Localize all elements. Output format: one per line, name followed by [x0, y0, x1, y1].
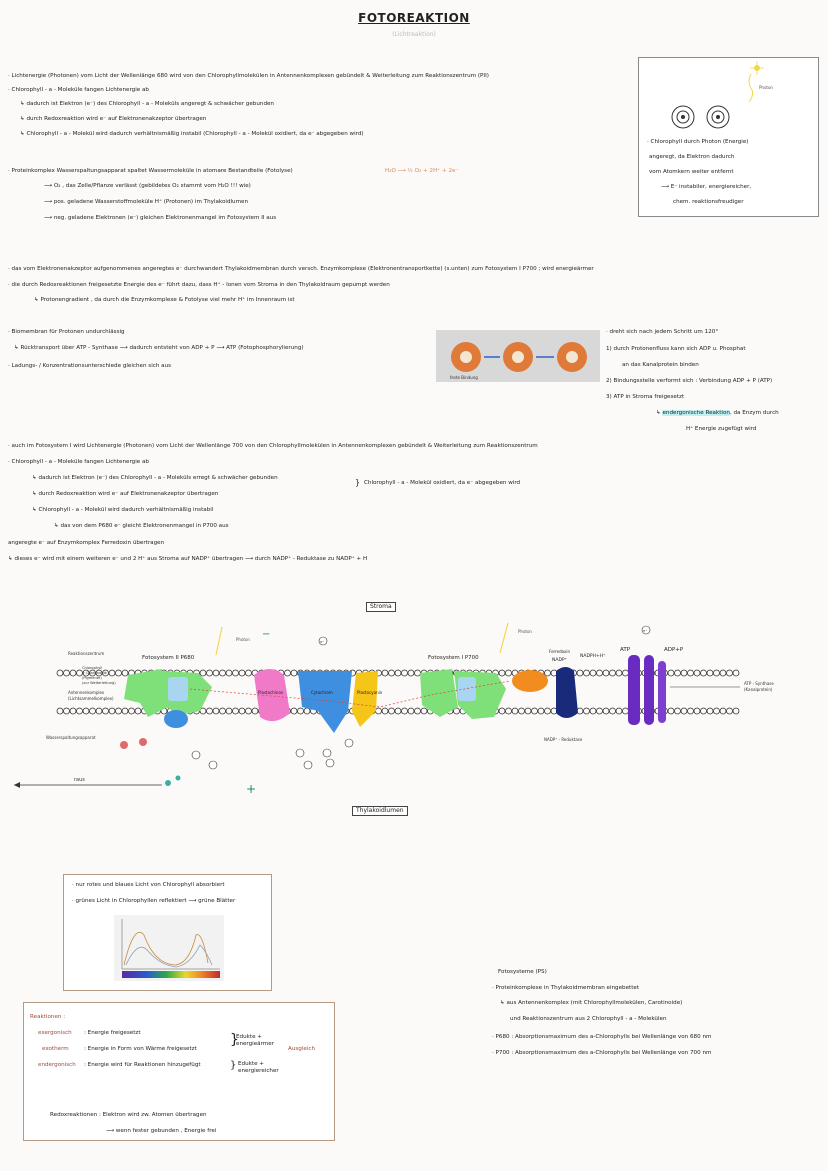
photon-box-line-2: angeregt, da Elektron dadurch [649, 154, 735, 160]
exergonisch-desc: : Energie freigesetzt [84, 1030, 141, 1036]
atp-synthase [628, 655, 666, 725]
stroma-label: Stroma [366, 602, 396, 612]
atom-diagram [639, 58, 818, 138]
reaktionen-box [23, 1002, 335, 1141]
redox-line-1: Redoxreaktionen : Elektron wird zw. Atomen übertragen [50, 1112, 207, 1118]
sun-icon [750, 61, 764, 75]
endergonisch-label: endergonisch [38, 1062, 76, 1068]
atom-excited-state [707, 106, 729, 128]
exotherm-desc: : Energie in Form von Wärme freigesetzt [84, 1046, 197, 1052]
atom-ground-state [672, 106, 694, 128]
brace-2: } [230, 1060, 237, 1071]
atp-line-3: · Ladungs- / Konzentrationsunterschiede gleichen sich aus [8, 363, 172, 369]
ps1-label: Fotosystem I P700 [428, 655, 479, 661]
carotinoide-caption: + Carotinoide [82, 671, 107, 675]
oxygen-molecules [120, 738, 181, 786]
edukte-2b: energiereicher [238, 1068, 279, 1074]
cytochrom-label: Cytochrom [311, 690, 333, 695]
fotosysteme-line-1: · Proteinkomplexe in Thylakoidmembran eingebettet [492, 985, 640, 991]
nadp-reduktase [556, 667, 578, 718]
spectrum-line-2: · grünes Licht in Chlorophyllen reflektiert ⟶ grüne Blätter [72, 898, 236, 904]
atp-right-2: 1) durch Protonenfluss kann sich ADP u. Phosphat [606, 346, 746, 352]
atp-line-1: · Biomembran für Protonen undurchlässig [8, 329, 125, 335]
atp-right-7: H⁺ Energie zugefügt wird [686, 426, 757, 432]
atp-right-4: 2) Bindungsstelle verformt sich : Verbindung ADP + P (ATP) [606, 378, 773, 384]
atp-line-2: ↳ Rücktransport über ATP - Synthase ⟶ dadurch entsteht von ADP + P ⟶ ATP (Fotophosphorylierung) [14, 345, 304, 351]
photon-caption-ps1: Photon [518, 629, 532, 634]
atp-label: ATP [620, 647, 631, 653]
atp-synthase-photo [436, 330, 600, 382]
exotherm-label: exotherm [42, 1046, 69, 1052]
hplus-label-1: H⁺ [320, 640, 324, 644]
raus-label: raus [74, 777, 85, 783]
atp-image-label: feste Bindung [450, 375, 478, 380]
ausgleich-label: Ausgleich [288, 1046, 316, 1052]
atp-right-6: ↳ endergonische Reaktion, da Enzym durch [656, 410, 779, 416]
ps1-line-1: · auch im Fotosystem I wird Lichtenergie (Photonen) vom Licht der Wellenlänge 700 von den Chlorophyllmolekülen in Antennenkomplexen gebündelt & Weiterleitung zum Reaktionszentrum [8, 443, 538, 449]
photon-box-line-5: chem. reaktionsfreudiger [673, 199, 744, 205]
ps1-line-3: ↳ dadurch ist Elektron (e⁻) des Chlorophyll - a - Moleküls erregt & schwächer gebunden [32, 475, 278, 481]
intro-line-7: ⟶ O₂ , das Zelle/Pflanze verlässt (gebildetes O₂ stammt vom H₂O !!! wie) [44, 183, 251, 189]
photon-box-line-1: · Chlorophyll durch Photon (Energie) [647, 139, 749, 145]
photon-ray-ps1 [500, 623, 508, 653]
antenne-caption: Antennenkomplex [68, 690, 105, 695]
page-title: FOTOREAKTION [358, 11, 470, 25]
transport-line-3: ↳ Protonengradient , da durch die Enzymkomplexe & Fotolyse viel mehr H⁺ im Innenraum ist [34, 297, 295, 303]
cytochrom [298, 671, 352, 733]
edukte-2: Edukte + [238, 1061, 264, 1067]
brace-1: } [230, 1032, 239, 1048]
fotosysteme-line-4: · P680 : Absorptionsmaximum des a-Chlorophylls bei Wellenlänge von 680 nm [492, 1034, 712, 1040]
nadph-label: NADPH+H⁺ [580, 654, 606, 659]
ps1-side-note: Chlorophyll - a - Molekül oxidiert, da e⁻ abgegeben wird [364, 480, 521, 486]
ps1-line-2: · Chlorophyll - a - Moleküle fangen Lichtenergie ab [8, 459, 149, 465]
hplus-label-2: H⁺ [643, 629, 647, 633]
plastocyanin [352, 671, 378, 727]
fotosysteme-title: Fotosysteme (PS) [498, 969, 547, 975]
photon-box-line-4: ⟶ E⁻ instabiler, energiereicher, [661, 184, 752, 190]
endergonisch-desc: : Energie wird für Reaktionen hinzugefügt [84, 1062, 201, 1068]
nadp-label: NADP⁺ [552, 658, 567, 663]
ferredoxin [512, 670, 548, 692]
lichtsammel-caption: (Lichtsammelkomplex) [68, 696, 114, 701]
atp-right-1: · dreht sich nach jedem Schritt um 120° [606, 329, 719, 335]
kanalprotein-label: (Kanalprotein) [744, 687, 773, 692]
fotosystem-1 [420, 669, 506, 719]
intro-line-1: · Lichtenergie (Photonen) vom Licht der Wellenlänge 680 wird von den Chlorophyllmolekülen in Antennenkomplexen gebündelt & Weiterleitung zum Reaktionszentrum (PII) [8, 73, 489, 79]
intro-line-3: ↳ dadurch ist Elektron (e⁻) des Chlorophyll - a - Moleküls angeregt & schwächer gebunden [20, 101, 274, 107]
edukte-1b: energieärmer [236, 1041, 274, 1047]
minus-sign: − [262, 629, 271, 640]
transport-line-1: · das vom Elektronenakzeptor aufgenommenes angeregtes e⁻ durchwandert Thylakoidmembran durch versch. Enzymkomplexe (Elektronentransportkette) (s.unten) zum Fotosystem I P700 ; wird energieärmer [8, 266, 594, 272]
intro-line-6: · Proteinkomplex Wasserspaltungsapparat spaltet Wassermoleküle in atomare Bestandteile (Fotolyse) [8, 168, 293, 174]
chlorophyll-caption: Chlorophyll [82, 666, 103, 670]
adp-label: ADP+P [664, 647, 684, 653]
thylakoidlumen-label: Thylakoidlumen [352, 806, 408, 816]
plastochinon-label: Plastochinon [258, 690, 284, 695]
intro-line-2: · Chlorophyll - a - Moleküle fangen Lichtenergie ab [8, 87, 149, 93]
reaktionszentrum-label: Reaktionszentrum [68, 651, 105, 656]
photon-ray-ps2 [216, 627, 222, 655]
weiterleitung-caption: (zur Weiterleitung) [82, 681, 116, 685]
absorption-spectrum-graph [114, 915, 224, 981]
ps1-line-8: ↳ dieses e⁻ wird mit einem weiteren e⁻ und 2 H⁺ aus Stroma auf NADP⁺ übertragen ⟶ durch NADP⁺ - Reduktase zu NADP⁺ + H [8, 556, 368, 562]
page-subtitle: (Lichtreaktion) [392, 31, 436, 38]
intro-line-9: ⟶ neg. geladene Elektronen (e⁻) gleichen Elektronenmangel im Fotosystem II aus [44, 215, 277, 221]
redox-line-2: ⟶ wenn fester gebunden , Energie frei [106, 1128, 217, 1134]
ferredoxin-label: Ferredoxin [549, 649, 571, 654]
ps1-line-6: ↳ das von dem P680 e⁻ gleicht Elektronenmangel in P700 aus [54, 523, 229, 529]
spectrum-box [63, 874, 272, 991]
photon-box-line-3: vom Atomkern weiter entfernt [649, 169, 734, 175]
plastocyanin-label: Plastocyanin [357, 690, 383, 695]
intro-line-8: ⟶ pos. geladene Wasserstoffmoleküle H⁺ (Protonen) im Thylakoidlumen [44, 199, 249, 205]
photon-box [638, 57, 819, 217]
exergonisch-label: exergonisch [38, 1030, 72, 1036]
ps2-label: Fotosystem II P680 [142, 655, 195, 661]
plus-sign: + [246, 782, 257, 796]
atp-right-5: 3) ATP in Stroma freigesetzt [606, 394, 685, 400]
fotosysteme-line-5: · P700 : Absorptionsmaximum des a-Chlorophylls bei Wellenlänge von 700 nm [492, 1050, 712, 1056]
synthase-label: ATP - Synthase [744, 681, 774, 686]
ps1-line-4: ↳ durch Redoxreaktion wird e⁻ auf Elektronenakzeptor übertragen [32, 491, 219, 497]
fotosystem-2 [124, 669, 212, 728]
fotosysteme-line-2: ↳ aus Antennenkomplex (mit Chlorophyllmolekülen, Carotinoide) [500, 1000, 683, 1006]
ps1-brace: } [355, 478, 361, 487]
photon-label: Photon [759, 85, 773, 90]
intro-line-5: ↳ Chlorophyll - a - Molekül wird dadurch verhältnismäßig instabil (Chlorophyll - a - Molekül oxidiert, da e⁻ abgegeben wird) [20, 131, 364, 137]
atp-rotation-illustration [436, 330, 600, 382]
fotosysteme-line-3: und Reaktionszentrum aus 2 Chlorophyll - a - Molekülen [510, 1016, 667, 1022]
photon-caption-ps2: Photon [236, 637, 250, 642]
ps1-line-5: ↳ Chlorophyll - a - Molekül wird dadurch verhältnismäßig instabil [32, 507, 214, 513]
edukte-1: Edukte + [236, 1034, 262, 1040]
wasserspaltung-caption: Wasserspaltungsapparat [46, 735, 96, 740]
pigmente-caption: (Pigmente) [82, 676, 102, 680]
intro-line-4: ↳ durch Redoxreaktion wird e⁻ auf Elektronenakzeptor übertragen [20, 116, 207, 122]
atp-right-3: an das Kanalprotein binden [622, 362, 699, 368]
spectrum-line-1: · nur rotes und blaues Licht von Chlorophyll absorbiert [72, 882, 225, 888]
reaktionen-title: Reaktionen : [30, 1014, 66, 1020]
fotolyse-equation: H₂O ⟶ ½ O₂ + 2H⁺ + 2e⁻ [385, 168, 459, 174]
transport-line-2: · die durch Redoxreaktionen freigesetzte Energie des e⁻ führt dazu, dass H⁺ - Ionen vom Stroma in den Thylakoidraum gepumpt werden [8, 282, 390, 288]
ps1-line-7: angeregte e⁻ auf Enzymkomplex Ferredoxin übertragen [8, 540, 165, 546]
thylakoid-membrane-diagram [0, 615, 828, 805]
reduktase-label: NADP⁺ - Reduktase [544, 737, 583, 742]
